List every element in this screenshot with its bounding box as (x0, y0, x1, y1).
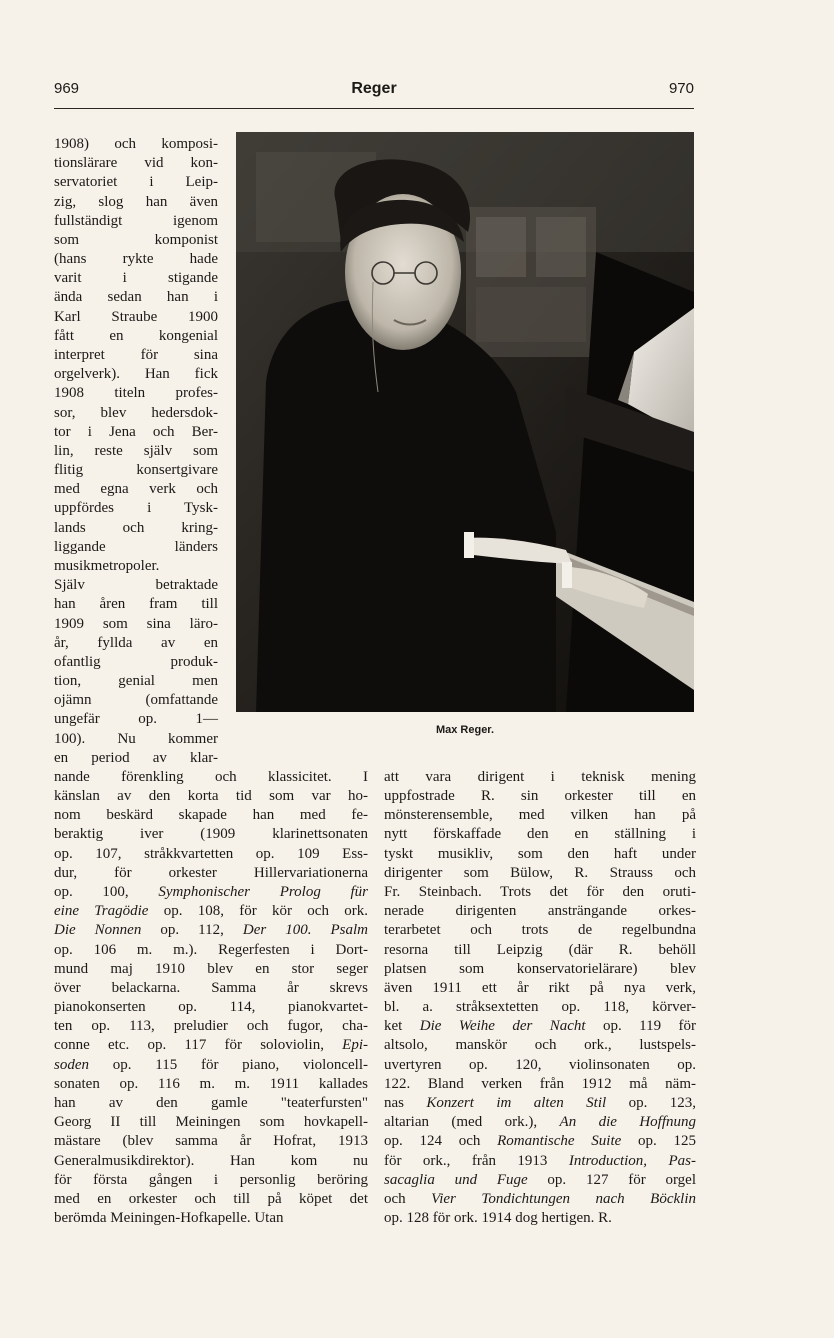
text-line: Karl Straube 1900 (54, 308, 218, 325)
text-line: op. 128 för ork. 1914 dog hertigen. R. (384, 1210, 612, 1227)
text-line: ket Die Weihe der Nacht op. 119 för (384, 1018, 697, 1035)
text-line: sor, blev hedersdok- (54, 404, 218, 421)
text-line: servatoriet i Leip- (54, 174, 218, 191)
text-line: 1908) och komposi- (54, 136, 218, 152)
text-line: känslan av den korta tid som var ho- (54, 788, 368, 805)
text-line: op. 124 och Romantische Suite op. 125 (384, 1133, 696, 1150)
text-line: flitig konsertgivare (54, 462, 218, 479)
text-line: op. 106 m. m.). Regerfesten i Dort- (54, 941, 368, 958)
text-line: musikmetropoler. (54, 557, 160, 574)
text-line: fullständigt igenom (54, 212, 218, 229)
text-line: Fr. Steinbach. Trots det för den oruti- (384, 884, 696, 901)
text-line: 1909 som sina läro- (54, 615, 218, 632)
text-line: uvertyren op. 120, violinsonaten op. (384, 1056, 696, 1073)
text-line: tyskt musikliv, som den haft under (384, 845, 696, 862)
text-line: ojämn (omfattande (54, 692, 218, 709)
text-line: en period av klar- (54, 749, 218, 766)
page-number-right: 970 (668, 80, 694, 97)
text-line: han av den gamle "teaterfursten" (54, 1095, 368, 1111)
text-line: uppfördes i Tysk- (54, 500, 218, 517)
text-line: zig, slog han även (54, 193, 218, 210)
text-line: för ork., från 1913 Introduction, Pas- (384, 1152, 696, 1169)
text-line: att vara dirigent i teknisk mening (384, 768, 696, 785)
text-line: altsolo, manskör och ork., lustspels- (384, 1037, 696, 1054)
text-line: beraktig iver (1909 klarinettsonaten (54, 826, 368, 843)
text-line: med egna verk och (54, 481, 218, 498)
text-line: op. 107, stråkkvartetten op. 109 Ess- (54, 845, 368, 862)
text-line: tor i Jena och Ber- (54, 423, 218, 440)
text-line: Die Nonnen op. 112, Der 100. Psalm (54, 922, 368, 939)
text-line: över belackarna. Samma år skrevs (54, 979, 368, 996)
text-line: conne etc. op. 117 för soloviolin, Epi- (54, 1037, 368, 1054)
text-line: resorna till Leipzig (där R. behöll (384, 941, 696, 958)
text-line: Georg II till Meiningen som hovkapell- (54, 1114, 368, 1131)
text-line: ända sedan han i (54, 289, 218, 306)
text-line: sacaglia und Fuge op. 127 för orgel (384, 1171, 696, 1188)
photo-caption: Max Reger. (435, 724, 495, 736)
text-line: soden op. 115 för piano, violoncell- (54, 1056, 368, 1073)
text-line: uppfostrade R. sin orkester till en (384, 788, 696, 805)
text-line: ofantlig produk- (54, 653, 218, 670)
text-line: nande förenkling och klassicitet. I (54, 768, 368, 785)
text-line: varit i stigande (54, 270, 218, 287)
text-line: liggande länders (54, 538, 218, 555)
text-line: han åren fram till (54, 596, 218, 613)
text-line: nytt förskaffade den en ställning i (384, 826, 696, 843)
text-line: för första gången i personlig beröring (54, 1171, 368, 1188)
text-line: mund maj 1910 blev en stor seger (54, 960, 368, 977)
text-line: ten op. 113, preludier och fugor, cha- (54, 1018, 368, 1035)
text-line: berömda Meiningen-Hofkapelle. Utan (54, 1210, 284, 1227)
text-line: pianokonserten op. 114, pianokvartet- (54, 999, 368, 1016)
page-number-left: 969 (54, 80, 80, 97)
text-line: 1908 titeln profes- (54, 385, 218, 402)
text-line: tionslärare vid kon- (54, 155, 218, 172)
text-line: dur, för orkester Hillervariationerna (54, 864, 368, 881)
text-line: mönsterensemble, med vilken han på (384, 807, 696, 824)
text-line: även 1911 ett år rikt på nya verk, (384, 979, 696, 996)
text-line: och Vier Tondichtungen nach Böcklin (384, 1190, 696, 1207)
text-line: sonaten op. 116 m. m. 1911 kallades (54, 1075, 368, 1092)
text-line: nerade dirigenten ansträngande orkes- (384, 903, 696, 920)
text-line: Generalmusikdirektor). Han kom nu (54, 1152, 368, 1169)
text-line: bl. a. stråksextetten op. 118, körver- (384, 999, 696, 1016)
text-line: ungefär op. 1— (54, 711, 218, 728)
text-line: nas Konzert im alten Stil op. 123, (384, 1095, 697, 1111)
text-line: altarian (med ork.), An die Hoffnung (384, 1114, 697, 1131)
text-line: terarbetet och trots de regelbundna (384, 922, 696, 939)
text-line: (hans rykte hade (54, 251, 218, 268)
text-line: lands och kring- (54, 519, 218, 536)
text-line: år, fyllda av en (54, 634, 218, 651)
text-line: 100). Nu kommer (54, 730, 218, 747)
text-line: fått en kongenial (54, 327, 218, 344)
text-line: med en orkester och till på köpet det (54, 1190, 368, 1207)
text-line: Själv betraktade (54, 577, 218, 594)
text-line: dirigenter som Bülow, R. Strauss och (384, 864, 696, 881)
text-line: op. 100, Symphonischer Prolog für (54, 884, 369, 901)
text-line: tion, genial men (54, 673, 218, 690)
text-line: orgelverk). Han fick (54, 366, 218, 383)
text-line: som komponist (54, 231, 218, 248)
text-line: platsen som konservatorielärare) blev (384, 960, 696, 977)
text-line: mästare (blev samma år Hofrat, 1913 (54, 1133, 368, 1150)
text-line: 122. Bland verken från 1912 må näm- (384, 1075, 696, 1092)
running-title: Reger (351, 80, 397, 97)
text-line: interpret för sina (54, 346, 218, 363)
text-line: nom beskärd skapade han med fe- (54, 807, 368, 824)
text-line: eine Tragödie op. 108, för kör och ork. (54, 903, 368, 920)
text-line: lin, reste själv som (54, 442, 218, 459)
